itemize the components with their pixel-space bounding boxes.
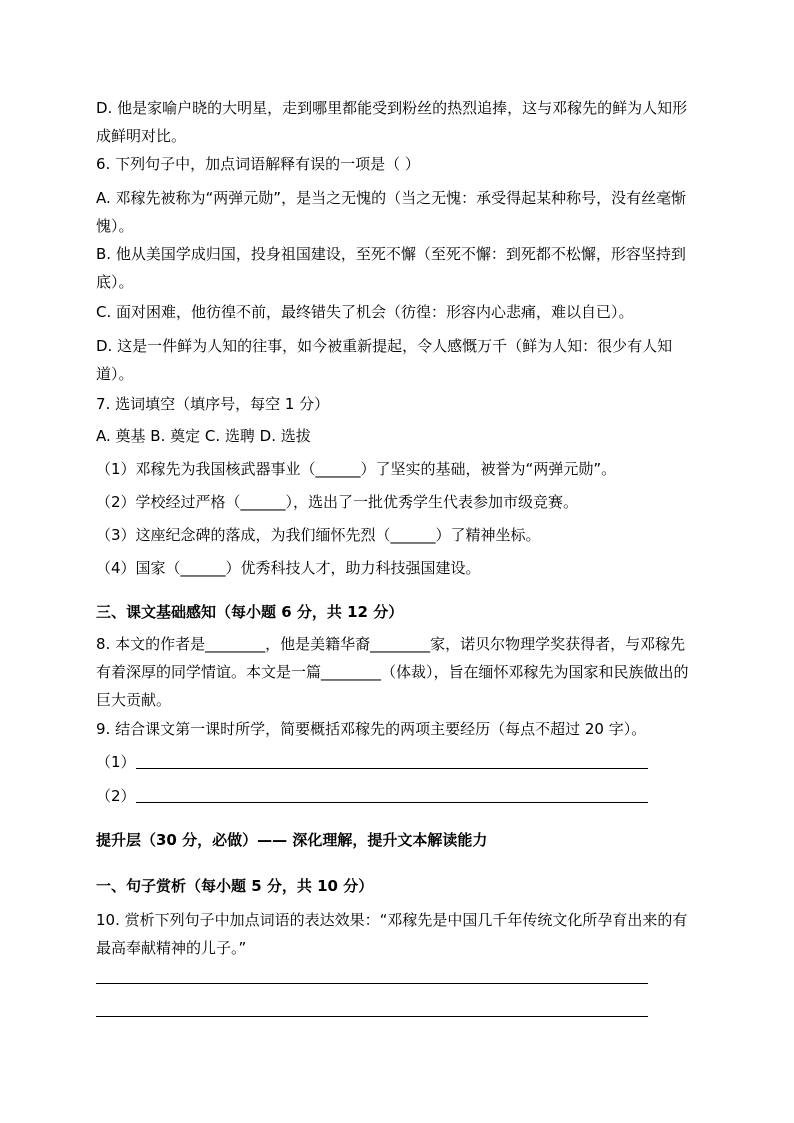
q10-answer-line-1[interactable]: [96, 983, 648, 984]
q8-text: 8. 本文的作者是________，他是美籍华裔________家，诺贝尔物理学奖获得者，与邓稼先有着深厚的同学情谊。本文是一篇________（体裁），旨在缅怀邓稼先为国家和民族做出的巨大贡献。: [96, 635, 689, 709]
q7-stem: 7. 选词填空（填序号，每空 1 分）: [96, 395, 330, 413]
q9-answer-line-2[interactable]: [136, 802, 648, 803]
q6-option-c: C. 面对困难，他彷徨不前，最终错失了机会（彷徨：形容内心悲痛，难以自已）。: [96, 303, 634, 321]
q9-answer-label-2: （2）: [96, 787, 136, 805]
q7-sentence-2: （2）学校经过严格（______），选出了一批优秀学生代表参加市级竞赛。: [96, 493, 579, 511]
q6-option-a: A. 邓稼先被称为“两弹元勋”，是当之无愧的（当之无愧：承受得起某种称号，没有丝毫惭愧）。: [96, 189, 687, 235]
q10-answer-line-2[interactable]: [96, 1016, 648, 1017]
q6-option-d: D. 这是一件鲜为人知的往事，如今被重新提起，令人感慨万千（鲜为人知：很少有人知道）。: [96, 337, 673, 383]
q7-word-options: A. 奠基 B. 奠定 C. 选聘 D. 选拔: [96, 427, 311, 445]
q10-text: 10. 赏析下列句子中加点词语的表达效果：“邓稼先是中国几千年传统文化所孕育出来的有最高奉献精神的儿子。”: [96, 911, 688, 957]
q9-answer-line-1[interactable]: [136, 768, 648, 769]
q7-sentence-4: （4）国家（______）优秀科技人才，助力科技强国建设。: [96, 559, 481, 577]
improvement-level-heading: 提升层（30 分，必做）—— 深化理解，提升文本解读能力: [96, 831, 488, 849]
q6-option-b: B. 他从美国学成归国，投身祖国建设，至死不懈（至死不懈：到死都不松懈，形容坚持到底）。: [96, 245, 686, 291]
section-3-heading: 三、课文基础感知（每小题 6 分，共 12 分）: [96, 603, 404, 621]
q9-stem: 9. 结合课文第一课时所学，简要概括邓稼先的两项主要经历（每点不超过 20 字）。: [96, 720, 647, 738]
q7-sentence-3: （3）这座纪念碑的落成，为我们缅怀先烈（______）了精神坐标。: [96, 526, 541, 544]
q6-stem: 6. 下列句子中，加点词语解释有误的一项是（ ）: [96, 155, 420, 173]
q5-option-d: D. 他是家喻户晓的大明星，走到哪里都能受到粉丝的热烈追捧，这与邓稼先的鲜为人知形成鲜明对比。: [96, 99, 688, 145]
q9-answer-label-1: （1）: [96, 753, 136, 771]
section-1-heading: 一、句子赏析（每小题 5 分，共 10 分）: [96, 877, 374, 895]
q7-sentence-1: （1）邓稼先为我国核武器事业（______）了坚实的基础，被誉为“两弹元勋”。: [96, 460, 617, 478]
